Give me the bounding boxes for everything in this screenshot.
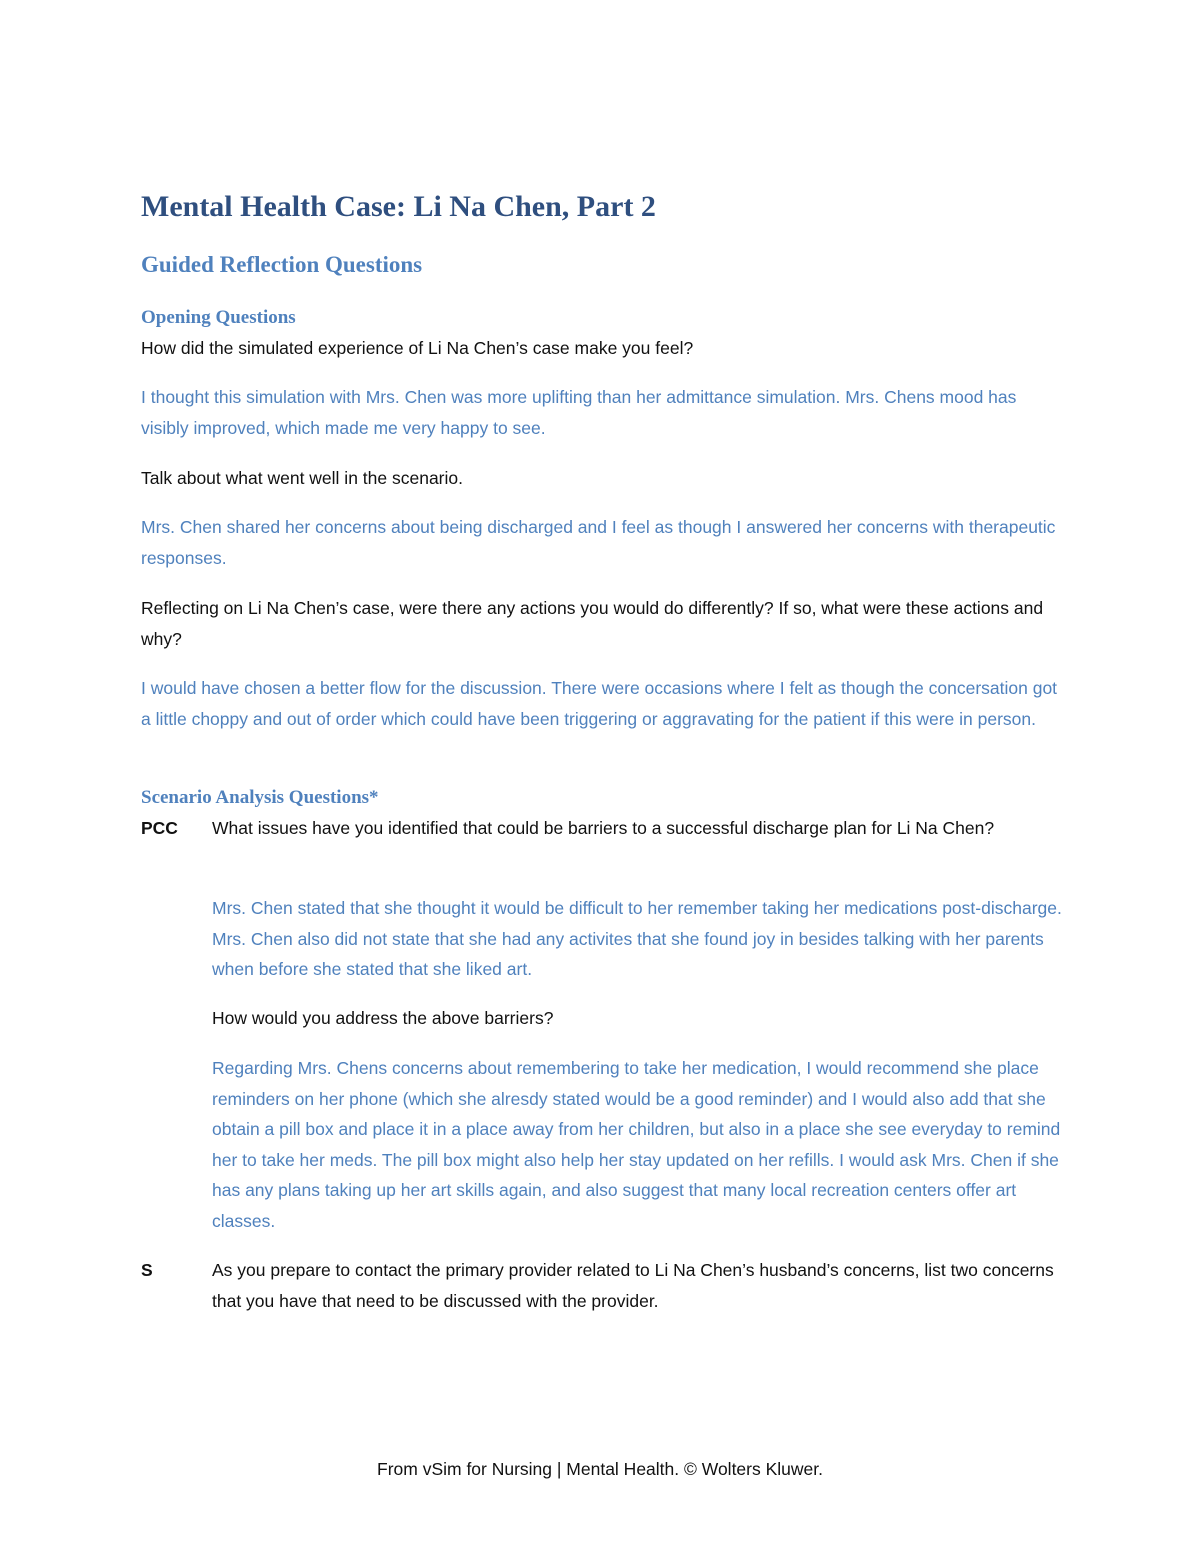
pcc-question-1: What issues have you identified that could be barriers to a successful discharge plan for Li Na Chen? (212, 818, 995, 838)
opening-answer-2: Mrs. Chen shared her concerns about being discharged and I feel as though I answered her concerns with therapeutic responses. (141, 517, 1056, 568)
pcc-answer-1: Mrs. Chen stated that she thought it would be difficult to her remember taking her medications post-discharge. Mrs. Chen also did not state that she had any activites that she found joy in besides talking with her parents when before she stated that she liked art. (212, 898, 1062, 979)
pcc-question-2: How would you address the above barriers? (212, 1008, 554, 1028)
page-footer: From vSim for Nursing | Mental Health. © Wolters Kluwer. (377, 1459, 823, 1479)
opening-question-1: How did the simulated experience of Li Na Chen’s case make you feel? (141, 338, 694, 358)
page-subtitle: Guided Reflection Questions (141, 252, 423, 277)
opening-answer-3: I would have chosen a better flow for the discussion. There were occasions where I felt as though the concersation got a little choppy and out of order which could have been triggering or aggravating for the patient if this were in person. (141, 678, 1058, 729)
pcc-answer-2: Regarding Mrs. Chens concerns about remembering to take her medication, I would recommend she place reminders on her phone (which she alresdy stated would be a good reminder) and I would also add that she obtain a pill box and place it in a place away from her children, but also in a place she see everyday to remind her to take her meds. The pill box might also help her stay updated on her refills. I would ask Mrs. Chen if she has any plans taking up her art skills again, and also suggest that many local recreation centers offer art classes. (212, 1058, 1061, 1231)
pcc-label: PCC (141, 818, 178, 838)
opening-question-2: Talk about what went well in the scenario. (141, 468, 463, 488)
page-title: Mental Health Case: Li Na Chen, Part 2 (141, 190, 656, 223)
opening-answer-1: I thought this simulation with Mrs. Chen was more uplifting than her admittance simulation. Mrs. Chens mood has visibly improved, which made me very happy to see. (141, 387, 1017, 438)
opening-question-3: Reflecting on Li Na Chen’s case, were there any actions you would do differently? If so, what were these actions and why? (141, 598, 1044, 649)
scenario-analysis-heading: Scenario Analysis Questions* (141, 787, 379, 808)
opening-questions-heading: Opening Questions (141, 307, 296, 328)
s-question-1: As you prepare to contact the primary provider related to Li Na Chen’s husband’s concerns, list two concerns that you have that need to be discussed with the provider. (212, 1260, 1054, 1311)
s-label: S (141, 1260, 153, 1280)
